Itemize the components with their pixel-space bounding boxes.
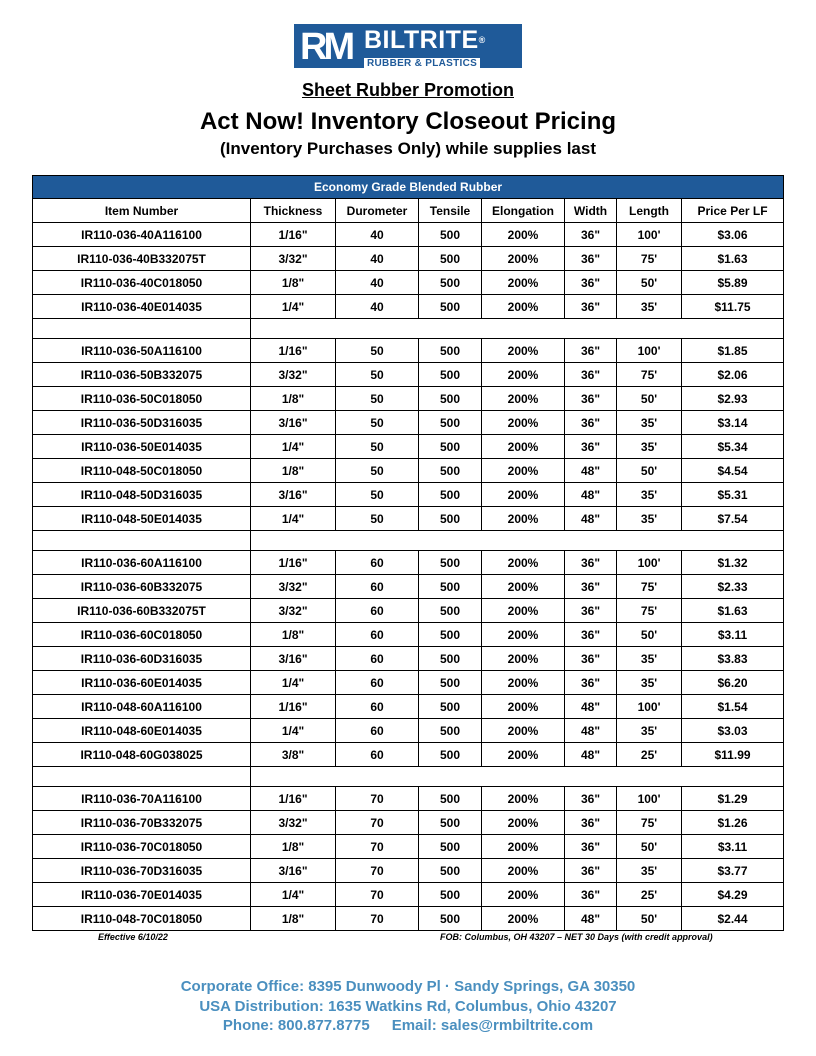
- table-cell: 200%: [482, 695, 565, 719]
- table-cell: 1/4": [251, 671, 336, 695]
- table-cell: IR110-036-60A116100: [33, 551, 251, 575]
- logo-registered-mark: ®: [478, 35, 486, 45]
- table-cell: 500: [419, 695, 482, 719]
- table-cell: IR110-036-60B332075T: [33, 599, 251, 623]
- table-cell: 60: [336, 623, 419, 647]
- table-cell: 500: [419, 483, 482, 507]
- phone-number: Phone: 800.877.8775: [222, 1017, 370, 1034]
- table-cell: 36": [565, 271, 617, 295]
- table-row: [33, 907, 784, 931]
- table-cell: $3.11: [682, 623, 784, 647]
- table-cell: 50': [617, 459, 682, 483]
- table-cell: 500: [419, 599, 482, 623]
- effective-date: Effective 6/10/22: [98, 932, 168, 942]
- table-cell: 48": [565, 907, 617, 931]
- table-cell: 36": [565, 671, 617, 695]
- email-address: Email: sales@rmbiltrite.com: [391, 1017, 594, 1034]
- table-cell: 36": [565, 575, 617, 599]
- table-row: [33, 459, 784, 483]
- table-cell: 3/32": [251, 811, 336, 835]
- table-cell: 35': [617, 435, 682, 459]
- table-cell: IR110-048-60G038025: [33, 743, 251, 767]
- table-cell: 36": [565, 247, 617, 271]
- table-cell: 200%: [482, 551, 565, 575]
- table-cell: 70: [336, 907, 419, 931]
- page-subtitle: (Inventory Purchases Only) while supplies last: [219, 139, 596, 158]
- table-cell: 36": [565, 835, 617, 859]
- table-cell: IR110-036-50C018050: [33, 387, 251, 411]
- table-cell: IR110-036-50D316035: [33, 411, 251, 435]
- column-header: Length: [617, 199, 682, 223]
- table-cell: $4.54: [682, 459, 784, 483]
- table-cell: $1.26: [682, 811, 784, 835]
- table-cell: 1/16": [251, 695, 336, 719]
- table-row: [33, 647, 784, 671]
- table-cell: 500: [419, 811, 482, 835]
- table-cell: 1/8": [251, 623, 336, 647]
- table-row: [33, 483, 784, 507]
- table-cell: 50: [336, 339, 419, 363]
- table-row: [33, 363, 784, 387]
- table-cell: 50': [617, 907, 682, 931]
- table-cell: IR110-036-40A116100: [33, 223, 251, 247]
- table-cell: IR110-036-40C018050: [33, 271, 251, 295]
- table-band-title: Economy Grade Blended Rubber: [33, 176, 784, 199]
- table-cell: 500: [419, 883, 482, 907]
- table-cell: 40: [336, 247, 419, 271]
- table-cell: 200%: [482, 271, 565, 295]
- table-cell: 70: [336, 835, 419, 859]
- table-cell: 500: [419, 295, 482, 319]
- table-cell: 500: [419, 719, 482, 743]
- table-row: [33, 507, 784, 531]
- table-cell: 35': [617, 647, 682, 671]
- table-cell: 200%: [482, 811, 565, 835]
- table-cell: 36": [565, 339, 617, 363]
- table-cell: 100': [617, 695, 682, 719]
- table-cell: 200%: [482, 743, 565, 767]
- table-cell: $6.20: [682, 671, 784, 695]
- table-header-row: [33, 199, 784, 223]
- table-cell: 40: [336, 223, 419, 247]
- table-cell: 1/16": [251, 223, 336, 247]
- table-cell: 500: [419, 339, 482, 363]
- table-cell: 1/16": [251, 551, 336, 575]
- table-cell: $5.34: [682, 435, 784, 459]
- table-cell: $1.63: [682, 599, 784, 623]
- table-cell: 3/16": [251, 483, 336, 507]
- table-row: [33, 719, 784, 743]
- payment-terms: FOB: Columbus, OH 43207 – NET 30 Days (with credit approval): [440, 932, 713, 942]
- table-cell: 50: [336, 411, 419, 435]
- table-cell: 500: [419, 575, 482, 599]
- table-cell: 60: [336, 599, 419, 623]
- table-cell: 3/16": [251, 859, 336, 883]
- table-cell: 500: [419, 859, 482, 883]
- table-cell: 500: [419, 363, 482, 387]
- table-row: [33, 623, 784, 647]
- table-cell: $1.63: [682, 247, 784, 271]
- table-cell: $2.06: [682, 363, 784, 387]
- table-cell: 500: [419, 223, 482, 247]
- table-cell: 500: [419, 647, 482, 671]
- table-cell: 35': [617, 859, 682, 883]
- table-cell: 70: [336, 811, 419, 835]
- group-separator-row: [33, 531, 784, 551]
- table-cell: 500: [419, 551, 482, 575]
- table-cell: 60: [336, 719, 419, 743]
- table-row: [33, 743, 784, 767]
- column-header: Thickness: [251, 199, 336, 223]
- table-cell: 1/8": [251, 835, 336, 859]
- table-cell: 3/32": [251, 599, 336, 623]
- group-separator-row: [33, 319, 784, 339]
- table-cell: 35': [617, 507, 682, 531]
- table-cell: 100': [617, 339, 682, 363]
- table-row: [33, 883, 784, 907]
- table-cell: IR110-036-50A116100: [33, 339, 251, 363]
- table-cell: IR110-036-70B332075: [33, 811, 251, 835]
- table-cell: $3.77: [682, 859, 784, 883]
- table-cell: 1/4": [251, 295, 336, 319]
- table-cell: 200%: [482, 883, 565, 907]
- table-cell: 500: [419, 411, 482, 435]
- table-cell: 200%: [482, 835, 565, 859]
- table-cell: 1/16": [251, 339, 336, 363]
- table-row: [33, 247, 784, 271]
- logo-subtitle: RUBBER & PLASTICS: [364, 58, 480, 69]
- table-cell: IR110-036-70E014035: [33, 883, 251, 907]
- table-cell: 36": [565, 551, 617, 575]
- table-cell: 500: [419, 743, 482, 767]
- table-cell: IR110-036-70C018050: [33, 835, 251, 859]
- table-cell: 60: [336, 671, 419, 695]
- table-cell: $3.03: [682, 719, 784, 743]
- table-cell: IR110-036-70A116100: [33, 787, 251, 811]
- table-cell: $4.29: [682, 883, 784, 907]
- table-cell: 25': [617, 743, 682, 767]
- table-cell: IR110-036-60B332075: [33, 575, 251, 599]
- table-row: [33, 671, 784, 695]
- table-cell: $3.11: [682, 835, 784, 859]
- table-cell: $2.93: [682, 387, 784, 411]
- table-cell: $11.75: [682, 295, 784, 319]
- table-cell: 75': [617, 575, 682, 599]
- table-cell: IR110-048-70C018050: [33, 907, 251, 931]
- table-cell: 48": [565, 743, 617, 767]
- table-cell: 1/4": [251, 435, 336, 459]
- table-cell: 36": [565, 363, 617, 387]
- table-cell: 100': [617, 551, 682, 575]
- table-cell: $5.31: [682, 483, 784, 507]
- table-cell: 48": [565, 695, 617, 719]
- table-cell: 1/4": [251, 719, 336, 743]
- table-row: [33, 575, 784, 599]
- table-cell: IR110-036-50B332075: [33, 363, 251, 387]
- table-cell: 36": [565, 387, 617, 411]
- table-cell: 500: [419, 835, 482, 859]
- table-cell: 200%: [482, 647, 565, 671]
- table-cell: 3/16": [251, 411, 336, 435]
- table-cell: IR110-048-60E014035: [33, 719, 251, 743]
- group-separator-row: [33, 767, 784, 787]
- usa-distribution: USA Distribution: 1635 Watkins Rd, Columbus, Ohio 43207: [199, 998, 617, 1015]
- table-cell: 36": [565, 411, 617, 435]
- table-cell: 48": [565, 507, 617, 531]
- table-row: [33, 411, 784, 435]
- table-cell: 75': [617, 363, 682, 387]
- table-cell: 70: [336, 787, 419, 811]
- table-cell: 1/4": [251, 507, 336, 531]
- logo-mark: RM: [300, 26, 352, 68]
- table-cell: 3/32": [251, 247, 336, 271]
- table-body: [33, 199, 784, 931]
- price-table: [32, 175, 784, 931]
- table-cell: 35': [617, 411, 682, 435]
- table-cell: 40: [336, 295, 419, 319]
- table-cell: $2.44: [682, 907, 784, 931]
- table-cell: 200%: [482, 459, 565, 483]
- table-cell: 60: [336, 551, 419, 575]
- contact-line: [0, 1017, 816, 1034]
- table-row: [33, 223, 784, 247]
- table-cell: 1/8": [251, 271, 336, 295]
- table-cell: $3.83: [682, 647, 784, 671]
- table-cell: IR110-048-60A116100: [33, 695, 251, 719]
- table-cell: 35': [617, 719, 682, 743]
- table-cell: 500: [419, 671, 482, 695]
- column-header: Elongation: [482, 199, 565, 223]
- table-cell: 48": [565, 719, 617, 743]
- table-cell: $2.33: [682, 575, 784, 599]
- table-cell: 60: [336, 743, 419, 767]
- table-cell: $3.14: [682, 411, 784, 435]
- table-cell: 35': [617, 295, 682, 319]
- table-cell: $1.29: [682, 787, 784, 811]
- table-cell: 50': [617, 387, 682, 411]
- table-row: [33, 551, 784, 575]
- table-cell: $3.06: [682, 223, 784, 247]
- table-cell: IR110-036-60C018050: [33, 623, 251, 647]
- table-cell: 75': [617, 811, 682, 835]
- table-cell: 36": [565, 623, 617, 647]
- table-cell: 500: [419, 271, 482, 295]
- table-cell: 60: [336, 575, 419, 599]
- table-cell: 36": [565, 811, 617, 835]
- column-header: Price Per LF: [682, 199, 784, 223]
- table-cell: 50': [617, 623, 682, 647]
- table-cell: 500: [419, 387, 482, 411]
- table-cell: 200%: [482, 363, 565, 387]
- table-cell: 1/4": [251, 883, 336, 907]
- column-header: Tensile: [419, 199, 482, 223]
- table-cell: 70: [336, 883, 419, 907]
- table-cell: 60: [336, 647, 419, 671]
- table-cell: 36": [565, 295, 617, 319]
- table-cell: IR110-036-50E014035: [33, 435, 251, 459]
- corporate-office: Corporate Office: 8395 Dunwoody Pl · Sandy Springs, GA 30350: [180, 978, 636, 995]
- table-cell: $5.89: [682, 271, 784, 295]
- table-cell: 3/32": [251, 575, 336, 599]
- table-cell: IR110-036-60D316035: [33, 647, 251, 671]
- table-cell: 35': [617, 483, 682, 507]
- table-cell: IR110-036-40E014035: [33, 295, 251, 319]
- table-row: [33, 787, 784, 811]
- table-cell: 1/8": [251, 907, 336, 931]
- table-cell: 48": [565, 459, 617, 483]
- table-cell: 200%: [482, 223, 565, 247]
- table-cell: 500: [419, 435, 482, 459]
- table-cell: IR110-036-40B332075T: [33, 247, 251, 271]
- table-row: [33, 695, 784, 719]
- table-cell: 500: [419, 459, 482, 483]
- table-cell: 200%: [482, 295, 565, 319]
- table-cell: 36": [565, 859, 617, 883]
- table-cell: 500: [419, 787, 482, 811]
- table-cell: 36": [565, 223, 617, 247]
- table-cell: 500: [419, 623, 482, 647]
- table-cell: 1/8": [251, 459, 336, 483]
- table-cell: 50: [336, 459, 419, 483]
- table-cell: 500: [419, 507, 482, 531]
- table-cell: 200%: [482, 623, 565, 647]
- table-cell: 3/32": [251, 363, 336, 387]
- table-cell: 36": [565, 787, 617, 811]
- table-cell: IR110-048-50D316035: [33, 483, 251, 507]
- table-cell: 200%: [482, 859, 565, 883]
- table-cell: 500: [419, 247, 482, 271]
- table-cell: IR110-048-50E014035: [33, 507, 251, 531]
- table-cell: 50: [336, 435, 419, 459]
- table-cell: 50: [336, 483, 419, 507]
- table-cell: 40: [336, 271, 419, 295]
- table-cell: 200%: [482, 671, 565, 695]
- table-cell: 200%: [482, 575, 565, 599]
- table-cell: 500: [419, 907, 482, 931]
- table-cell: 200%: [482, 507, 565, 531]
- table-cell: 25': [617, 883, 682, 907]
- table-cell: 50: [336, 363, 419, 387]
- column-header: Item Number: [33, 199, 251, 223]
- table-cell: 200%: [482, 483, 565, 507]
- table-cell: 200%: [482, 599, 565, 623]
- table-cell: 48": [565, 483, 617, 507]
- table-cell: IR110-036-60E014035: [33, 671, 251, 695]
- table-cell: 1/8": [251, 387, 336, 411]
- page-title: Act Now! Inventory Closeout Pricing: [199, 108, 617, 135]
- company-logo: [294, 24, 522, 68]
- table-cell: IR110-036-70D316035: [33, 859, 251, 883]
- table-cell: 200%: [482, 339, 565, 363]
- table-cell: 36": [565, 883, 617, 907]
- table-cell: 35': [617, 671, 682, 695]
- table-row: [33, 835, 784, 859]
- table-cell: 36": [565, 435, 617, 459]
- table-cell: 100': [617, 787, 682, 811]
- logo-name: BILTRITE: [364, 26, 479, 54]
- logo-text: [364, 26, 514, 69]
- table-cell: 50': [617, 271, 682, 295]
- table-cell: $1.54: [682, 695, 784, 719]
- table-cell: 200%: [482, 387, 565, 411]
- table-cell: IR110-048-50C018050: [33, 459, 251, 483]
- promo-title: Sheet Rubber Promotion: [301, 80, 514, 100]
- table-cell: 50: [336, 507, 419, 531]
- table-cell: $7.54: [682, 507, 784, 531]
- table-cell: 1/16": [251, 787, 336, 811]
- table-cell: 200%: [482, 787, 565, 811]
- table-cell: 36": [565, 599, 617, 623]
- table-row: [33, 295, 784, 319]
- table-cell: $11.99: [682, 743, 784, 767]
- table-cell: 70: [336, 859, 419, 883]
- table-cell: 100': [617, 223, 682, 247]
- table-cell: 200%: [482, 411, 565, 435]
- table-cell: 50': [617, 835, 682, 859]
- table-row: [33, 339, 784, 363]
- table-cell: $1.85: [682, 339, 784, 363]
- table-row: [33, 435, 784, 459]
- table-row: [33, 811, 784, 835]
- column-header: Durometer: [336, 199, 419, 223]
- table-cell: 75': [617, 247, 682, 271]
- table-row: [33, 859, 784, 883]
- table-cell: 3/8": [251, 743, 336, 767]
- table-cell: 200%: [482, 435, 565, 459]
- table-cell: 200%: [482, 247, 565, 271]
- table-cell: 36": [565, 647, 617, 671]
- column-header: Width: [565, 199, 617, 223]
- table-row: [33, 599, 784, 623]
- table-cell: 200%: [482, 719, 565, 743]
- table-row: [33, 387, 784, 411]
- table-cell: 200%: [482, 907, 565, 931]
- table-row: [33, 271, 784, 295]
- table-cell: 75': [617, 599, 682, 623]
- table-cell: 3/16": [251, 647, 336, 671]
- table-cell: 50: [336, 387, 419, 411]
- table-cell: $1.32: [682, 551, 784, 575]
- table-cell: 60: [336, 695, 419, 719]
